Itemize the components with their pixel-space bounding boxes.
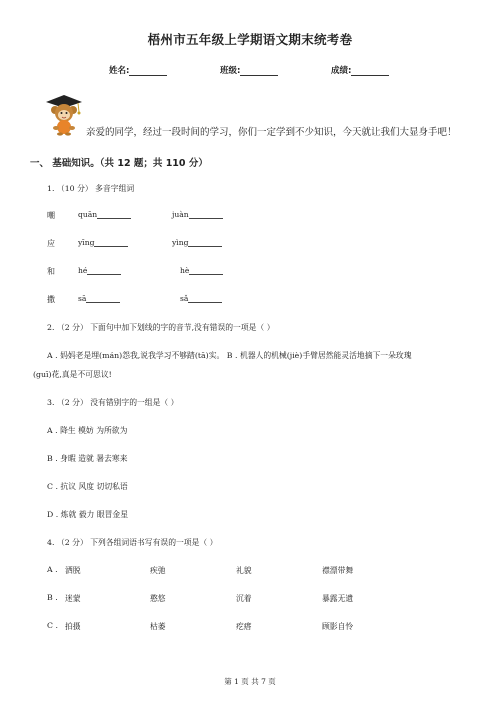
score-field — [331, 64, 389, 76]
q1-pinyin-2: hè — [180, 266, 223, 275]
q1-pinyin-2: juàn — [172, 210, 223, 219]
option-word: 憨悠 — [150, 594, 166, 603]
option-label: B . — [47, 593, 58, 602]
option-word: 礼貌 — [236, 566, 252, 575]
q3-heading: 3. （2 分） 没有错别字的一组是（ ） — [47, 398, 179, 407]
page-footer: 第 1 页 共 7 页 — [224, 677, 276, 686]
q1-char: 和 — [47, 267, 55, 276]
name-label: 姓名: — [109, 66, 130, 76]
score-label: 成绩: — [331, 66, 352, 76]
option-word: 迷蒙 — [65, 594, 81, 603]
option-word: 疙瘩 — [236, 622, 252, 631]
q1-pinyin-1: yīng — [78, 238, 128, 247]
q1-pinyin-1: sā — [78, 294, 120, 303]
option-word: 顾影自怜 — [322, 622, 354, 631]
q2-options-line-2: (guī)花,真是不可思议! — [33, 370, 112, 379]
q3-option-d: D . 炼就 毅力 眼冒金星 — [47, 510, 129, 519]
option-word: 暴露无遗 — [322, 594, 354, 603]
q1-char: 撒 — [47, 295, 55, 304]
graduate-mascot-icon — [40, 92, 84, 136]
q1-heading: 1. （10 分） 多音字组词 — [47, 184, 135, 193]
name-blank — [129, 66, 167, 76]
page-title: 梧州市五年级上学期语文期末统考卷 — [147, 32, 353, 47]
class-blank — [240, 66, 278, 76]
option-word: 拍摄 — [65, 622, 81, 631]
q3-option-c: C . 抗议 风度 切切私语 — [47, 482, 128, 491]
class-field — [220, 64, 278, 76]
q1-pinyin-2: yìng — [172, 238, 222, 247]
option-label: A . — [47, 565, 58, 574]
q3-option-a: A . 降生 模妨 为所欲为 — [47, 426, 128, 435]
q2-options-line-1: A . 妈妈老是埋(mán)怨我,说我学习不够踏(tā)实。 B . 机器人的机械(jiè)手臂居然能灵活地摘下一朵玫瑰 — [47, 351, 412, 360]
score-blank — [351, 66, 389, 76]
section-1-heading: 一、 基础知识。（共 12 题；共 110 分） — [30, 158, 208, 169]
option-word: 襟漂带舞 — [322, 566, 354, 575]
option-label: C . — [47, 621, 58, 630]
class-label: 班级: — [220, 66, 241, 76]
option-word: 枯萎 — [150, 622, 166, 631]
option-word: 沉着 — [236, 594, 252, 603]
option-word: 疾弛 — [150, 566, 166, 575]
q1-pinyin-1: hé — [78, 266, 121, 275]
greeting-text: 亲爱的同学，经过一段时间的学习，你们一定学到不少知识，今天就让我们大显身手吧！ — [86, 127, 457, 138]
q4-heading: 4. （2 分） 下列各组词语书写有误的一项是（ ） — [47, 538, 218, 547]
q1-char: 应 — [47, 239, 55, 248]
q3-option-b: B . 身暇 造就 暑去寒来 — [47, 454, 128, 463]
name-field — [109, 64, 167, 76]
q2-heading: 2. （2 分） 下面句中加下划线的字的音节,没有错误的一项是（ ） — [47, 323, 275, 332]
q1-pinyin-1: quān — [78, 210, 131, 219]
q1-char: 嘲 — [47, 211, 55, 220]
option-word: 洒脱 — [65, 566, 81, 575]
q1-pinyin-2: sǎ — [180, 294, 222, 303]
